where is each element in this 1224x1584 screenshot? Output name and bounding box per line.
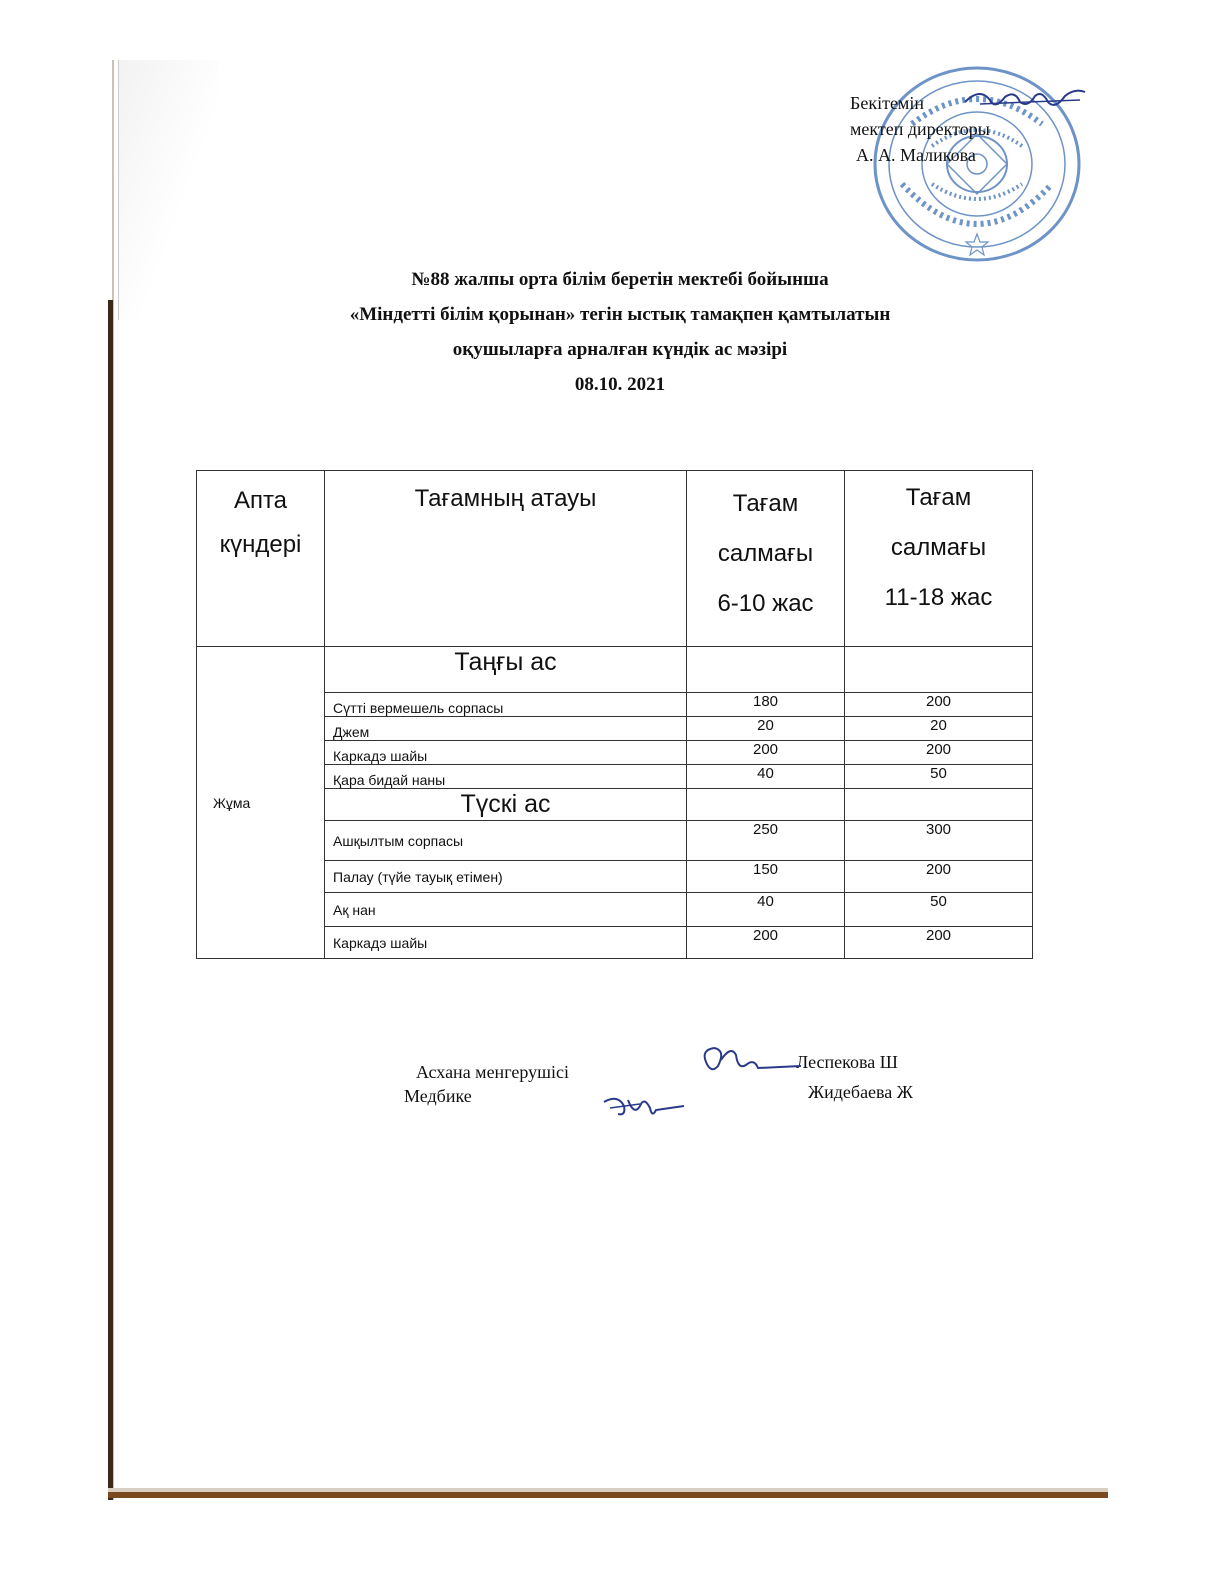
item-weight-11-18: 200 (845, 861, 1033, 893)
lunch-label: Түскі ас (325, 789, 687, 821)
title-line-1: №88 жалпы орта білім беретін мектебі бойынша (411, 269, 829, 290)
menu-table (196, 470, 1033, 959)
item-weight-6-10: 250 (687, 821, 845, 861)
day-cell: Жұма (197, 647, 325, 959)
empty-cell (845, 647, 1033, 693)
item-name: Каркадэ шайы (325, 927, 687, 959)
item-weight-6-10: 200 (687, 927, 845, 959)
footer-name-1: Леспекова Ш (796, 1052, 898, 1072)
approval-line-3: А. А. Маликова (856, 145, 976, 165)
header-w2-line-1: Тағам (905, 484, 972, 511)
header-weight-11-18 (845, 471, 1033, 647)
title-line-2: «Міндетті білім қорынан» тегін ыстық тамақпен қамтылатын (349, 304, 891, 325)
item-name: Ақ нан (325, 893, 687, 927)
empty-cell (845, 789, 1033, 821)
item-name: Палау (түйе тауық етімен) (325, 861, 687, 893)
header-name-text: Тағамның атауы (414, 485, 597, 512)
page-edge-left (108, 300, 113, 1500)
page-edge-bottom (108, 1492, 1108, 1498)
item-name: Джем (325, 717, 687, 741)
header-name (325, 471, 687, 647)
item-weight-6-10: 40 (687, 893, 845, 927)
header-day (197, 471, 325, 647)
table-header-row (197, 471, 1033, 647)
footer-role-1: Асхана менгерушісі (416, 1062, 569, 1082)
header-day-line-2: күндері (219, 531, 302, 558)
header-weight-6-10 (687, 471, 845, 647)
nurse-signature (600, 1088, 690, 1124)
header-w1-line-2: салмағы (717, 540, 814, 567)
item-weight-11-18: 300 (845, 821, 1033, 861)
footer-role-2: Медбике (404, 1086, 472, 1106)
item-weight-6-10: 40 (687, 765, 845, 789)
canteen-manager-signature (696, 1040, 806, 1082)
breakfast-label: Таңғы ас (325, 647, 687, 693)
approval-line-1: Бекітемін (850, 93, 924, 113)
item-name: Қара бидай наны (325, 765, 687, 789)
item-weight-6-10: 180 (687, 693, 845, 717)
header-day-line-1: Апта (233, 487, 288, 514)
header-w1-line-3: 6-10 жас (717, 590, 814, 617)
header-w1-line-1: Тағам (732, 490, 799, 517)
paper-fold (118, 60, 219, 320)
header-w2-line-3: 11-18 жас (884, 584, 993, 611)
title-date: 08.10. 2021 (574, 374, 666, 395)
empty-cell (687, 647, 845, 693)
breakfast-section-row (197, 647, 1033, 693)
approval-line-2: мектеп директоры (850, 119, 990, 139)
empty-cell (687, 789, 845, 821)
footer-name-2: Жидебаева Ж (808, 1082, 913, 1102)
item-name: Ашқылтым сорпасы (325, 821, 687, 861)
title-line-3: оқушыларға арналған күндік ас мәзірі (452, 339, 788, 360)
item-weight-6-10: 20 (687, 717, 845, 741)
item-weight-6-10: 150 (687, 861, 845, 893)
item-weight-11-18: 200 (845, 693, 1033, 717)
item-weight-11-18: 50 (845, 765, 1033, 789)
header-w2-line-2: салмағы (890, 534, 987, 561)
document-title (250, 262, 990, 402)
item-name: Каркадэ шайы (325, 741, 687, 765)
item-weight-11-18: 200 (845, 741, 1033, 765)
item-weight-6-10: 200 (687, 741, 845, 765)
item-weight-11-18: 200 (845, 927, 1033, 959)
item-weight-11-18: 20 (845, 717, 1033, 741)
director-signature (960, 82, 1090, 122)
item-name: Сүтті вермешель сорпасы (325, 693, 687, 717)
item-weight-11-18: 50 (845, 893, 1033, 927)
